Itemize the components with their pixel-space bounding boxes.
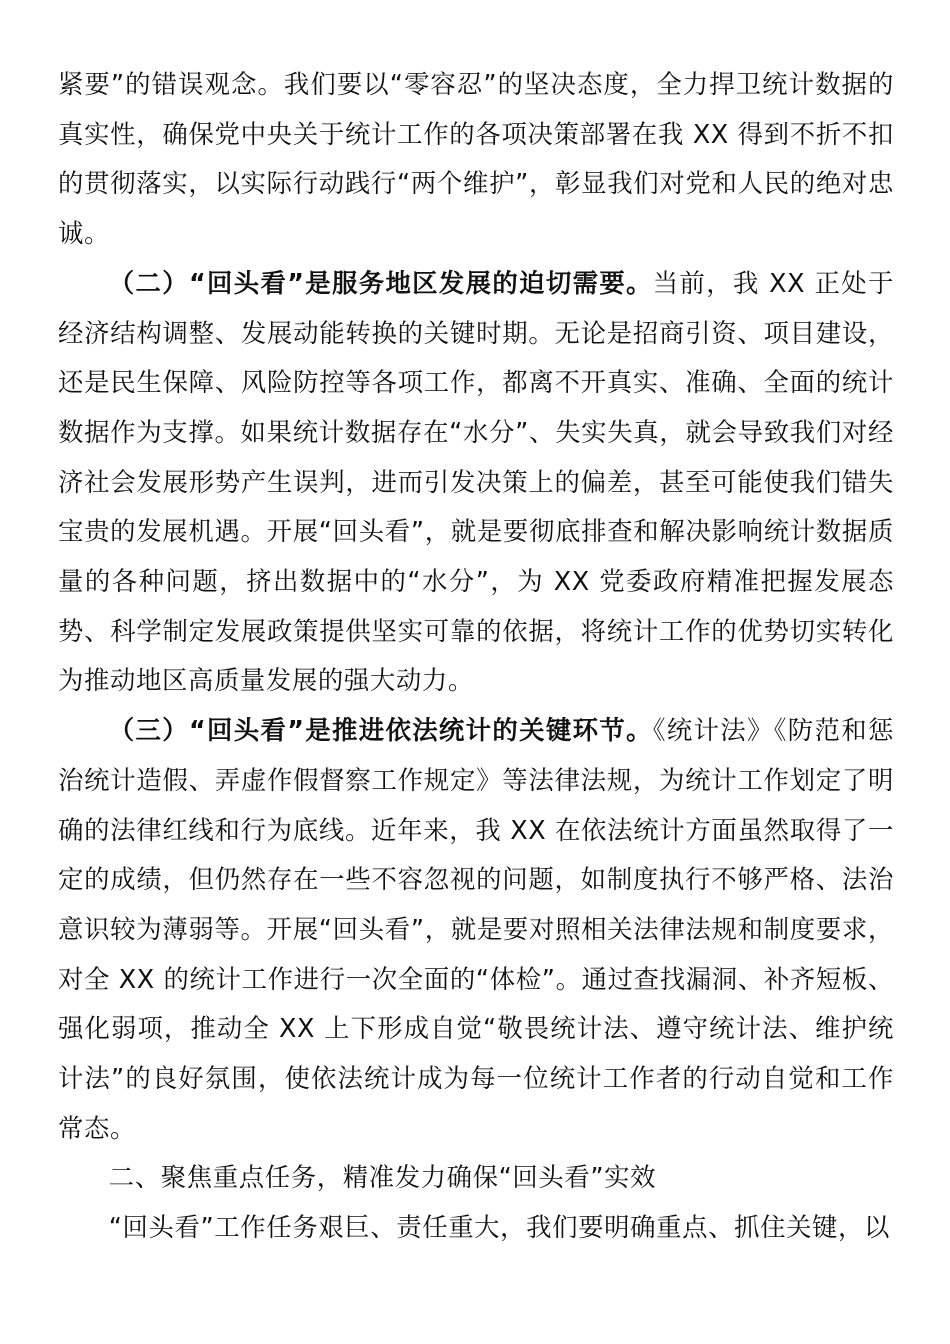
section-heading: 二、聚焦重点任务，精准发力确保“回头看”实效 (108, 1162, 657, 1193)
paragraph-two-lead: （二）“回头看”是服务地区发展的迫切需要。 (108, 267, 653, 298)
paragraph-two-body: 当前，我 XX 正处于经济结构调整、发展动能转换的关键时期。无论是招商引资、项目建设，还是民生保障、风险防控等各项工作，都离不开真实、准确、全面的统计数据作为支撑。如果统计数据存在“水分”、失实失真，就会导致我们对经济社会发展形势产生误判，进而引发决策上的偏差，甚至可能使我们错失宝贵的发展机遇。开展“回头看”，就是要彻底排查和解决影响统计数据质量的各种问题，挤出数据中的“水分”，为 XX 党委政府精准把握发展态势、科学制定发展政策提供坚实可靠的依据，将统计工作的优势切实转化为推动地区高质量发展的强大动力。 (58, 267, 895, 696)
paragraph-two (58, 259, 894, 706)
paragraph-four: “回头看”工作任务艰巨、责任重大，我们要明确重点、抓住关键，以 (108, 1212, 891, 1243)
paragraph-three-lead: （三）“回头看”是推进依法统计的关键环节。 (108, 715, 653, 746)
paragraph-continuation: 紧要”的错误观念。我们要以“零容忍”的坚决态度，全力捍卫统计数据的真实性，确保党中央关于统计工作的各项决策部署在我 XX 得到不折不扣的贯彻落实，以实际行动践行“两个维护”，彰显我们对党和人民的绝对忠诚。 (58, 69, 894, 249)
document-page (58, 60, 894, 1253)
paragraph-three (58, 706, 894, 1153)
paragraph-three-body: 《统计法》《防范和惩治统计造假、弄虚作假督察工作规定》等法律法规，为统计工作划定了明确的法律红线和行为底线。近年来，我 XX 在依法统计方面虽然取得了一定的成绩，但仍然存在一些不容忽视的问题，如制度执行不够严格、法治意识较为薄弱等。开展“回头看”，就是要对照相关法律法规和制度要求，对全 XX 的统计工作进行一次全面的“体检”。通过查找漏洞、补齐短板、强化弱项，推动全 XX 上下形成自觉“敬畏统计法、遵守统计法、维护统计法”的良好氛围，使依法统计成为每一位统计工作者的行动自觉和工作常态。 (58, 715, 894, 1143)
